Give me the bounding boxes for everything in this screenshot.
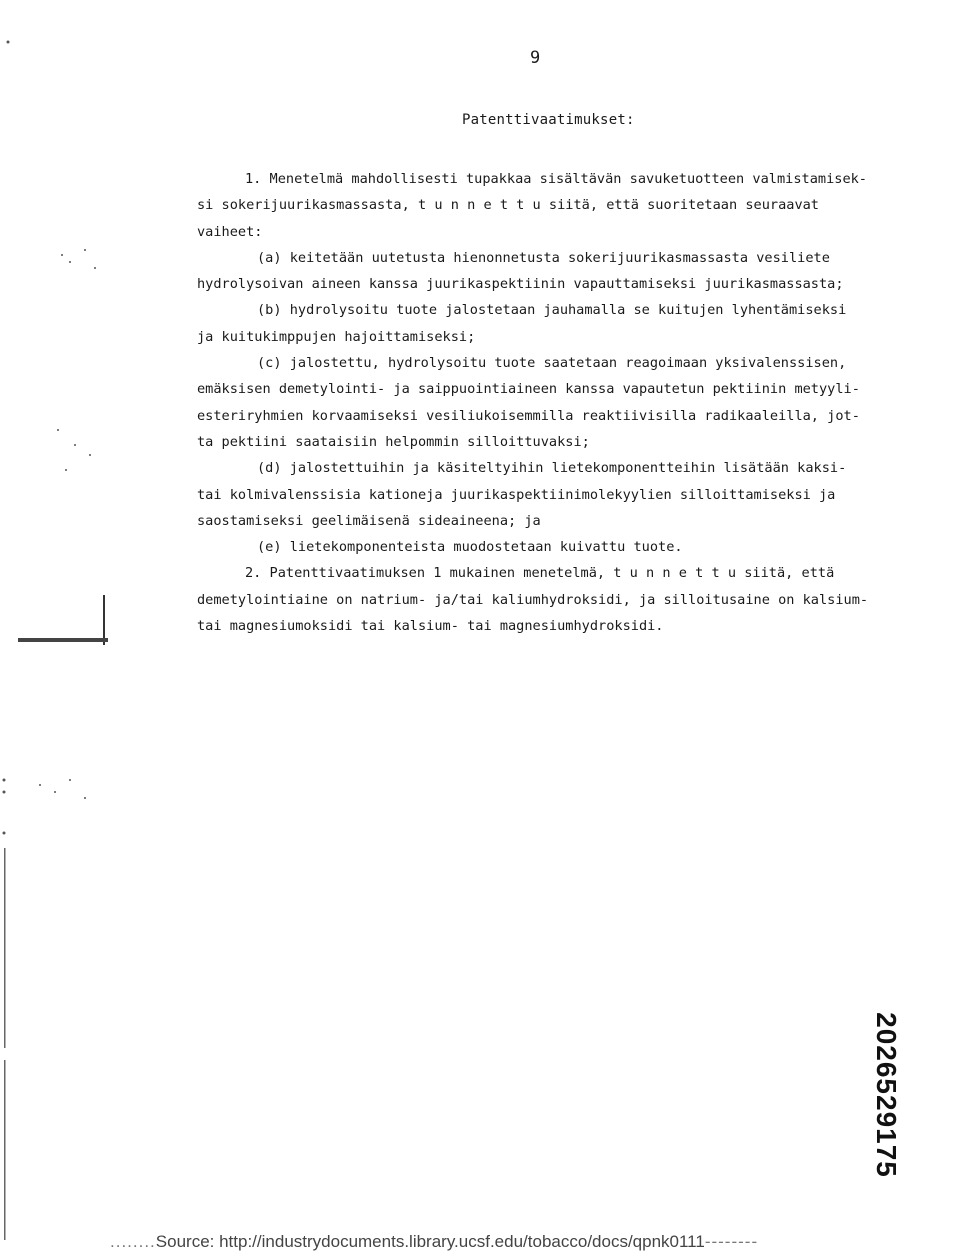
step-a-line-2: hydrolysoivan aineen kanssa juurikaspektiinin vapauttamiseksi juurikasmassasta; [197,276,844,293]
source-footer [110,1232,758,1252]
claim-1-line-3: vaiheet: [197,223,263,240]
document-id-stamp [856,1010,916,1180]
footer-leader: ........ [110,1232,156,1251]
page-heading: Patenttivaatimukset: [462,112,635,128]
step-c-line-3: esteriryhmien korvaamiseksi vesiliukoisemmilla reaktiivisilla radikaaleilla, jot- [197,407,860,424]
claim-2-line-3: tai magnesiumoksidi tai kalsium- tai magnesiumhydroksidi. [197,618,664,635]
claims-text [197,166,937,639]
step-c-line-4: ta pektiini saataisiin helpommin silloittuvaksi; [197,433,590,450]
page-number: 9 [530,48,541,68]
step-d-line-1: (d) jalostettuihin ja käsiteltyihin lietekomponentteihin lisätään kaksi- [257,460,847,477]
step-c-line-2: emäksisen demetylointi- ja saippuointiaineen kanssa vapautetun pektiinin metyyli- [197,381,860,398]
step-c-line-1: (c) jalostettu, hydrolysoitu tuote saatetaan reagoimaan yksivalenssisen, [257,355,847,372]
source-url[interactable]: Source: http://industrydocuments.library.ucsf.edu/tobacco/docs/qpnk0111 [155,1232,705,1251]
footer-trailer: -------- [704,1232,759,1251]
claim-1-line-2: si sokerijuurikasmassasta, t u n n e t t u siitä, että suoritetaan seuraavat [197,197,819,214]
step-d-line-3: saostamiseksi geelimäisenä sideaineena; ja [197,512,541,529]
claim-2-line-1: 2. Patenttivaatimuksen 1 mukainen menetelmä, t u n n e t t u siitä, että [245,565,835,582]
claim-2-line-2: demetylointiaine on natrium- ja/tai kaliumhydroksidi, ja silloitusaine on kalsium- [197,591,869,608]
step-b-line-1: (b) hydrolysoitu tuote jalostetaan jauhamalla se kuitujen lyhentämiseksi [257,302,847,319]
scan-margin-artifacts [0,0,130,1257]
step-b-line-2: ja kuitukimppujen hajoittamiseksi; [197,328,476,345]
step-d-line-2: tai kolmivalenssisia kationeja juurikaspektiinimolekyylien silloittamiseksi ja [197,486,836,503]
document-id-number: 2026529175 [871,1012,903,1178]
claim-1-line-1: 1. Menetelmä mahdollisesti tupakkaa sisältävän savuketuotteen valmistamisek- [245,171,867,187]
step-e-line-1: (e) lietekomponenteista muodostetaan kuivattu tuote. [257,539,683,556]
step-a-line-1: (a) keitetään uutetusta hienonnetusta sokerijuurikasmassasta vesiliete [257,249,830,266]
